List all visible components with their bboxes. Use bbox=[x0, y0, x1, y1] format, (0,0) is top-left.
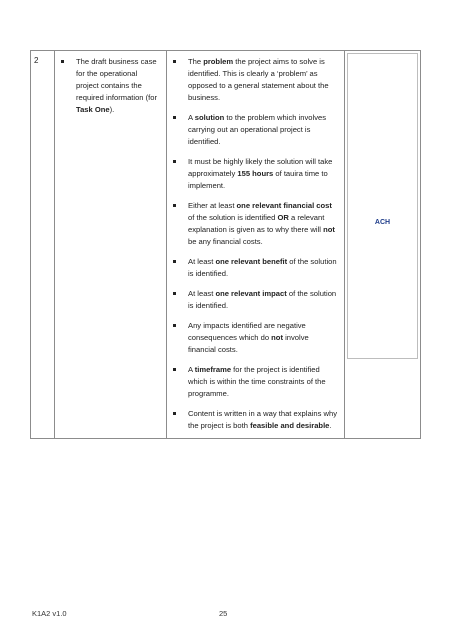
criterion-benefit: At least one relevant benefit of the solution is identified. bbox=[171, 256, 338, 280]
criteria-list bbox=[167, 51, 344, 438]
criterion-feasible-desirable: Content is written in a way that explains why the project is both feasible and desirable. bbox=[171, 408, 338, 432]
bullet-square-icon bbox=[173, 204, 176, 207]
criterion-hours: It must be highly likely the solution will take approximately 155 hours of tauira time to implement. bbox=[171, 156, 338, 192]
bullet-square-icon bbox=[173, 160, 176, 163]
criterion-impact: At least one relevant impact of the solution is identified. bbox=[171, 288, 338, 312]
bullet-square-icon bbox=[173, 260, 176, 263]
grade-cell bbox=[345, 51, 421, 439]
table-row bbox=[31, 51, 421, 439]
criterion-solution: A solution to the problem which involves carrying out an operational project is identified. bbox=[171, 112, 338, 148]
row-number: 2 bbox=[34, 56, 39, 65]
footer-document-code: K1A2 v1.0 bbox=[32, 609, 67, 618]
bullet-square-icon bbox=[173, 292, 176, 295]
bullet-square-icon bbox=[173, 368, 176, 371]
task-cell bbox=[55, 51, 167, 439]
task-list bbox=[55, 51, 166, 122]
marking-schedule-table bbox=[30, 50, 421, 439]
criteria-cell bbox=[167, 51, 345, 439]
grade-box bbox=[347, 53, 418, 359]
criterion-problem: The problem the project aims to solve is identified. This is clearly a ‘problem’ as opposed to a general statement about the business. bbox=[171, 56, 338, 104]
bullet-square-icon bbox=[173, 116, 176, 119]
bullet-square-icon bbox=[173, 60, 176, 63]
grade-label: ACH bbox=[374, 219, 391, 226]
row-number-cell bbox=[31, 51, 55, 439]
criterion-financial-cost: Either at least one relevant financial cost of the solution is identified OR a relevant explanation is given as to why there will not be any financial costs. bbox=[171, 200, 338, 248]
footer-page-number: 25 bbox=[219, 609, 228, 618]
task-item: The draft business case for the operational project contains the required information (for Task One). bbox=[59, 56, 160, 116]
bullet-square-icon bbox=[173, 324, 176, 327]
criterion-negative-consequences: Any impacts identified are negative consequences which do not involve financial costs. bbox=[171, 320, 338, 356]
bullet-square-icon bbox=[173, 412, 176, 415]
bullet-square-icon bbox=[61, 60, 64, 63]
criterion-timeframe: A timeframe for the project is identified which is within the time constraints of the programme. bbox=[171, 364, 338, 400]
